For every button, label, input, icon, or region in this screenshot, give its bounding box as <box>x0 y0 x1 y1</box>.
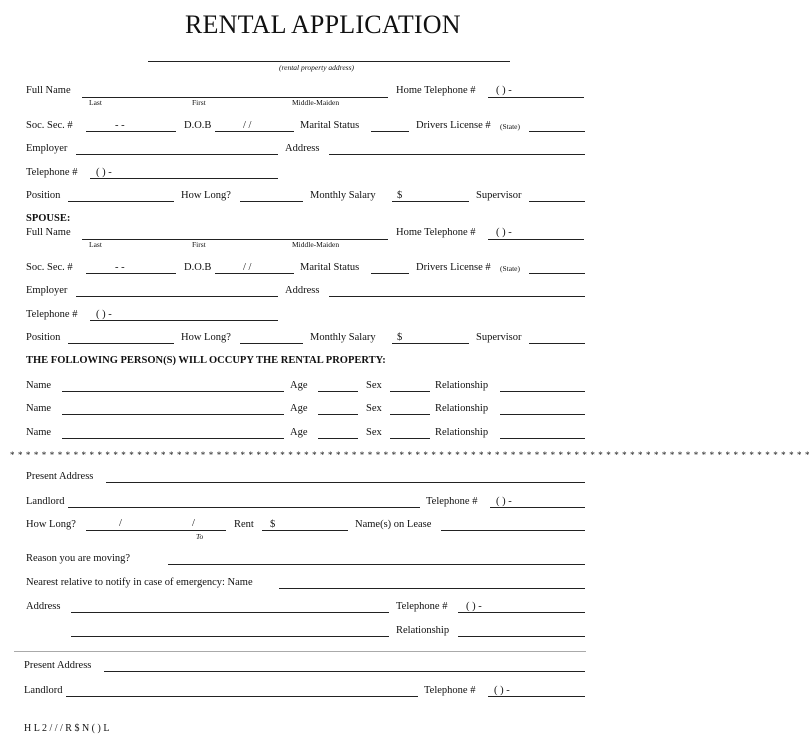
spouse-employer-address-field[interactable] <box>329 296 585 297</box>
occupant-1-sex-field[interactable] <box>390 391 430 392</box>
monthly-salary-field[interactable] <box>392 201 469 202</box>
dob-template: / / <box>243 120 252 131</box>
occupant-1-name-label: Name <box>26 380 52 391</box>
relative-relationship-label: Relationship <box>396 625 450 636</box>
spouse-monthly-salary-field[interactable] <box>392 343 469 344</box>
cut-off-row: H L 2 / / / R $ N ( ) L <box>24 723 110 734</box>
occupant-2-name-label: Name <box>26 403 52 414</box>
occupant-3-name-label: Name <box>26 427 52 438</box>
spouse-drivers-license-state-caption: (State) <box>500 264 520 273</box>
middle-maiden-caption: Middle-Maiden <box>292 98 340 107</box>
how-long-field[interactable] <box>240 201 303 202</box>
relative-telephone-label: Telephone # <box>396 601 448 612</box>
names-on-lease-field[interactable] <box>441 530 585 531</box>
full-name-field[interactable] <box>82 97 388 98</box>
dob-label: D.O.B <box>184 120 212 131</box>
present-address-field[interactable] <box>106 482 585 483</box>
soc-sec-field[interactable] <box>86 131 176 132</box>
property-address-caption: (rental property address) <box>279 63 354 72</box>
spouse-supervisor-field[interactable] <box>529 343 585 344</box>
marital-status-label: Marital Status <box>300 120 360 131</box>
occupant-2-relationship-label: Relationship <box>435 403 489 414</box>
spouse-soc-sec-field[interactable] <box>86 273 176 274</box>
occupant-3-relationship-field[interactable] <box>500 438 585 439</box>
previous-address-label: Present Address <box>24 660 92 671</box>
spouse-dob-field[interactable] <box>215 273 294 274</box>
spouse-drivers-license-field[interactable] <box>529 273 585 274</box>
spouse-monthly-salary-dollar: $ <box>397 332 403 343</box>
form-title: RENTAL APPLICATION <box>185 10 461 39</box>
occupants-heading: THE FOLLOWING PERSON(S) WILL OCCUPY THE RENTAL PROPERTY: <box>26 355 386 366</box>
occupant-3-sex-field[interactable] <box>390 438 430 439</box>
occupant-1-age-label: Age <box>290 380 308 391</box>
previous-address-field[interactable] <box>104 671 585 672</box>
occupant-3-age-field[interactable] <box>318 438 358 439</box>
occupant-1-relationship-field[interactable] <box>500 391 585 392</box>
occupant-2-age-label: Age <box>290 403 308 414</box>
relative-address-label: Address <box>26 601 61 612</box>
residence-how-long-label: How Long? <box>26 519 76 530</box>
section-divider <box>14 651 586 652</box>
home-telephone-field[interactable] <box>488 97 584 98</box>
spouse-telephone-template: ( ) - <box>96 309 112 320</box>
spouse-home-telephone-label: Home Telephone # <box>396 227 476 238</box>
monthly-salary-dollar: $ <box>397 190 403 201</box>
occupant-2-name-field[interactable] <box>62 414 284 415</box>
landlord-telephone-template: ( ) - <box>496 496 512 507</box>
spouse-marital-status-field[interactable] <box>371 273 409 274</box>
relative-telephone-template: ( ) - <box>466 601 482 612</box>
home-telephone-label: Home Telephone # <box>396 85 476 96</box>
previous-landlord-field[interactable] <box>66 696 418 697</box>
telephone-field[interactable] <box>90 178 278 179</box>
landlord-field[interactable] <box>68 507 420 508</box>
marital-status-field[interactable] <box>371 131 409 132</box>
reason-moving-field[interactable] <box>168 564 585 565</box>
spouse-how-long-field[interactable] <box>240 343 303 344</box>
monthly-salary-label: Monthly Salary <box>310 190 376 201</box>
previous-landlord-telephone-template: ( ) - <box>494 685 510 696</box>
occupant-2-sex-field[interactable] <box>390 414 430 415</box>
spouse-how-long-label: How Long? <box>181 332 231 343</box>
occupant-1-name-field[interactable] <box>62 391 284 392</box>
home-telephone-template: ( ) - <box>496 85 512 96</box>
star-divider: * * * * * * * * * * * * * * * * * * * * * * * * * * * * * * * * * * * * * * * * * * * * * * * * * * * * * * * * * * * * * * * * * * * * * * * * * * * * * * * * * * * * * * * * * * * * * * * * * * * * * <box>10 450 810 460</box>
occupant-3-relationship-label: Relationship <box>435 427 489 438</box>
spouse-last-caption: Last <box>89 240 102 249</box>
previous-landlord-label: Landlord <box>24 685 63 696</box>
supervisor-label: Supervisor <box>476 190 522 201</box>
occupant-2-relationship-field[interactable] <box>500 414 585 415</box>
occupant-3-age-label: Age <box>290 427 308 438</box>
property-address-line[interactable] <box>148 61 510 62</box>
spouse-middle-maiden-caption: Middle-Maiden <box>292 240 340 249</box>
soc-sec-label: Soc. Sec. # <box>26 120 73 131</box>
spouse-first-caption: First <box>192 240 206 249</box>
spouse-employer-address-label: Address <box>285 285 320 296</box>
spouse-dob-template: / / <box>243 262 252 273</box>
full-name-label: Full Name <box>26 85 71 96</box>
spouse-position-field[interactable] <box>68 343 174 344</box>
residence-to-caption: To <box>196 532 204 541</box>
previous-landlord-telephone-label: Telephone # <box>424 685 476 696</box>
supervisor-field[interactable] <box>529 201 585 202</box>
position-label: Position <box>26 190 61 201</box>
occupant-2-age-field[interactable] <box>318 414 358 415</box>
telephone-label: Telephone # <box>26 167 78 178</box>
residence-from-slash: / <box>119 518 122 529</box>
spouse-marital-status-label: Marital Status <box>300 262 360 273</box>
employer-field[interactable] <box>76 154 278 155</box>
occupant-1-relationship-label: Relationship <box>435 380 489 391</box>
spouse-supervisor-label: Supervisor <box>476 332 522 343</box>
nearest-relative-label: Nearest relative to notify in case of emergency: Name <box>26 577 253 588</box>
occupant-1-sex-label: Sex <box>366 380 382 391</box>
spouse-soc-sec-template: - - <box>115 262 125 273</box>
occupant-1-age-field[interactable] <box>318 391 358 392</box>
occupant-3-sex-label: Sex <box>366 427 382 438</box>
drivers-license-label: Drivers License # <box>416 120 491 131</box>
spouse-heading: SPOUSE: <box>26 213 71 224</box>
occupant-3-name-field[interactable] <box>62 438 284 439</box>
names-on-lease-label: Name(s) on Lease <box>355 519 432 530</box>
rent-label: Rent <box>234 519 254 530</box>
employer-label: Employer <box>26 143 68 154</box>
spouse-dob-label: D.O.B <box>184 262 212 273</box>
landlord-label: Landlord <box>26 496 65 507</box>
spouse-employer-field[interactable] <box>76 296 278 297</box>
position-field[interactable] <box>68 201 174 202</box>
spouse-full-name-label: Full Name <box>26 227 71 238</box>
reason-moving-label: Reason you are moving? <box>26 553 131 564</box>
occupant-2-sex-label: Sex <box>366 403 382 414</box>
last-caption: Last <box>89 98 102 107</box>
how-long-label: How Long? <box>181 190 231 201</box>
nearest-relative-name-field[interactable] <box>279 588 585 589</box>
spouse-drivers-license-label: Drivers License # <box>416 262 491 273</box>
present-address-label: Present Address <box>26 471 94 482</box>
drivers-license-field[interactable] <box>529 131 585 132</box>
relative-address-field[interactable] <box>71 612 389 613</box>
drivers-license-state-caption: (State) <box>500 122 520 131</box>
telephone-template: ( ) - <box>96 167 112 178</box>
first-caption: First <box>192 98 206 107</box>
rent-dollar: $ <box>270 519 276 530</box>
employer-address-label: Address <box>285 143 320 154</box>
residence-to-slash: / <box>192 518 195 529</box>
spouse-employer-label: Employer <box>26 285 68 296</box>
spouse-home-telephone-template: ( ) - <box>496 227 512 238</box>
relative-relationship-field[interactable] <box>458 636 585 637</box>
spouse-full-name-field[interactable] <box>82 239 388 240</box>
spouse-telephone-field[interactable] <box>90 320 278 321</box>
spouse-home-telephone-field[interactable] <box>488 239 584 240</box>
spouse-telephone-label: Telephone # <box>26 309 78 320</box>
residence-how-long-field[interactable] <box>86 530 226 531</box>
employer-address-field[interactable] <box>329 154 585 155</box>
spouse-position-label: Position <box>26 332 61 343</box>
relative-address-line-2[interactable] <box>71 636 389 637</box>
dob-field[interactable] <box>215 131 294 132</box>
spouse-soc-sec-label: Soc. Sec. # <box>26 262 73 273</box>
soc-sec-template: - - <box>115 120 125 131</box>
landlord-telephone-label: Telephone # <box>426 496 478 507</box>
spouse-monthly-salary-label: Monthly Salary <box>310 332 376 343</box>
